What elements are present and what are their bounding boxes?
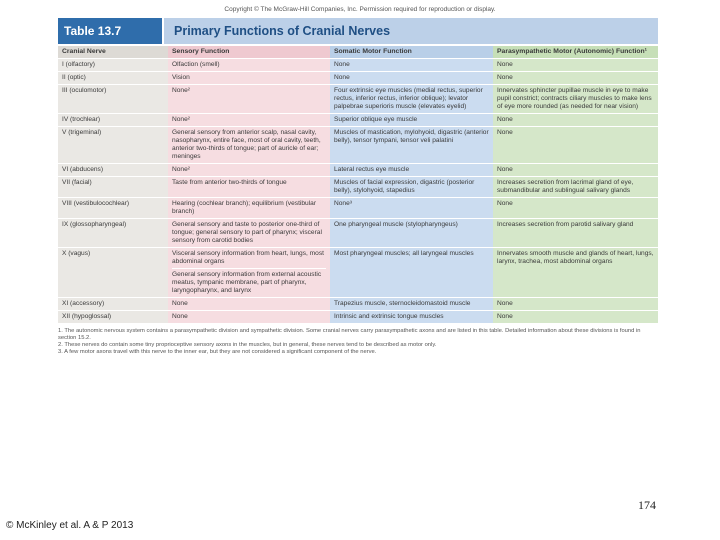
header-somatic-motor: Somatic Motor Function	[330, 46, 493, 59]
sensory-cell: Vision	[168, 72, 330, 85]
nerve-cell: III (oculomotor)	[58, 85, 168, 114]
sensory-cell: Taste from anterior two-thirds of tongue	[168, 177, 330, 198]
sensory-cell: None²	[168, 114, 330, 127]
parasympathetic-cell: None	[493, 59, 658, 72]
parasympathetic-cell: None	[493, 72, 658, 85]
nerve-cell: VIII (vestibulocochlear)	[58, 198, 168, 219]
sensory-cell: Hearing (cochlear branch); equilibrium (vestibular branch)	[168, 198, 330, 219]
somatic-cell: Most pharyngeal muscles; all laryngeal muscles	[330, 248, 493, 298]
header-parasympathetic: Parasympathetic Motor (Autonomic) Function¹	[493, 46, 658, 59]
table-row	[58, 311, 658, 324]
table-row	[58, 298, 658, 311]
table-row	[58, 59, 658, 72]
parasympathetic-cell: None	[493, 127, 658, 164]
somatic-cell: Intrinsic and extrinsic tongue muscles	[330, 311, 493, 324]
page-number: 174	[638, 498, 656, 512]
nerve-cell: X (vagus)	[58, 248, 168, 298]
sensory-cell	[168, 248, 330, 298]
table-title-bar	[58, 18, 658, 44]
header-cranial-nerve: Cranial Nerve	[58, 46, 168, 59]
vagus-general-text: General sensory information from external acoustic meatus, tympanic membrane, part of pharynx, laryngopharynx, and larynx	[172, 268, 326, 295]
somatic-cell: Superior oblique eye muscle	[330, 114, 493, 127]
table-row	[58, 198, 658, 219]
table-row	[58, 219, 658, 248]
copyright-line: Copyright © The McGraw-Hill Companies, Inc. Permission required for reproduction or display.	[224, 6, 496, 13]
table-row	[58, 248, 658, 298]
sensory-cell: General sensory and taste to posterior one-third of tongue; general sensory to part of pharynx; visceral sensory from carotid bodies	[168, 219, 330, 248]
nerve-cell: VII (facial)	[58, 177, 168, 198]
somatic-cell: None	[330, 59, 493, 72]
parasympathetic-cell: None	[493, 114, 658, 127]
table-footnotes	[58, 328, 658, 356]
parasympathetic-cell: None	[493, 298, 658, 311]
somatic-cell: One pharyngeal muscle (stylopharyngeus)	[330, 219, 493, 248]
table-number: Table 13.7	[58, 18, 162, 44]
nerve-cell: V (trigeminal)	[58, 127, 168, 164]
parasympathetic-cell: Innervates smooth muscle and glands of heart, lungs, larynx, trachea, most abdominal organs	[493, 248, 658, 298]
header-sensory: Sensory Function	[168, 46, 330, 59]
parasympathetic-cell: Innervates sphincter pupillae muscle in eye to make pupil constrict; contracts ciliary muscles to make lens of eye more rounded (as needed for near vision)	[493, 85, 658, 114]
sensory-cell: None	[168, 298, 330, 311]
nerve-cell: VI (abducens)	[58, 164, 168, 177]
somatic-cell: Lateral rectus eye muscle	[330, 164, 493, 177]
nerve-cell: II (optic)	[58, 72, 168, 85]
sensory-cell: None²	[168, 164, 330, 177]
table-row	[58, 72, 658, 85]
table-row	[58, 177, 658, 198]
nerve-cell: I (olfactory)	[58, 59, 168, 72]
sensory-cell: None	[168, 311, 330, 324]
cranial-nerves-table	[58, 18, 658, 356]
parasympathetic-cell: Increases secretion from lacrimal gland of eye, submandibular and sublingual salivary glands	[493, 177, 658, 198]
somatic-cell: Muscles of mastication, mylohyoid, digastric (anterior belly), tensor tympani, tensor veli palatini	[330, 127, 493, 164]
table-row	[58, 85, 658, 114]
nerve-cell: IV (trochlear)	[58, 114, 168, 127]
functions-table	[58, 46, 658, 324]
vagus-visceral-text: Visceral sensory information from heart, lungs, most abdominal organs	[172, 250, 324, 265]
footnote: 3. A few motor axons travel with this nerve to the inner ear, but they are not considered a significant component of the nerve.	[58, 349, 377, 355]
parasympathetic-cell: Increases secretion from parotid salivary gland	[493, 219, 658, 248]
somatic-cell: Four extrinsic eye muscles (medial rectus, superior rectus, inferior rectus, inferior oblique); levator palpebrae superioris muscle (elevates eyelid)	[330, 85, 493, 114]
header-row	[58, 46, 658, 59]
sensory-cell: General sensory from anterior scalp, nasal cavity, nasopharynx, entire face, most of oral cavity, teeth, anterior two-thirds of tongue; part of auricle of ear; meninges	[168, 127, 330, 164]
sensory-cell: None²	[168, 85, 330, 114]
table-row	[58, 164, 658, 177]
nerve-cell: IX (glossopharyngeal)	[58, 219, 168, 248]
sensory-cell: Olfaction (smell)	[168, 59, 330, 72]
table-row	[58, 114, 658, 127]
somatic-cell: None³	[330, 198, 493, 219]
parasympathetic-cell: None	[493, 164, 658, 177]
somatic-cell: Trapezius muscle, sternocleidomastoid muscle	[330, 298, 493, 311]
nerve-cell: XII (hypoglossal)	[58, 311, 168, 324]
somatic-cell: Muscles of facial expression, digastric (posterior belly), stylohyoid, stapedius	[330, 177, 493, 198]
footnote: 1. The autonomic nervous system contains a parasympathetic division and sympathetic division. Some cranial nerves carry parasympathetic axons and are listed in this table. Detailed information about these divisions is found in section 15.2.	[58, 328, 641, 341]
parasympathetic-cell: None	[493, 311, 658, 324]
table-title: Primary Functions of Cranial Nerves	[164, 18, 658, 44]
nerve-cell: XI (accessory)	[58, 298, 168, 311]
credit-line: © McKinley et al. A & P 2013	[6, 520, 134, 531]
somatic-cell: None	[330, 72, 493, 85]
footnote: 2. These nerves do contain some tiny proprioceptive sensory axons in the muscles, but in general, these nerves tend to be described as motor only.	[58, 342, 437, 348]
parasympathetic-cell: None	[493, 198, 658, 219]
table-row	[58, 127, 658, 164]
